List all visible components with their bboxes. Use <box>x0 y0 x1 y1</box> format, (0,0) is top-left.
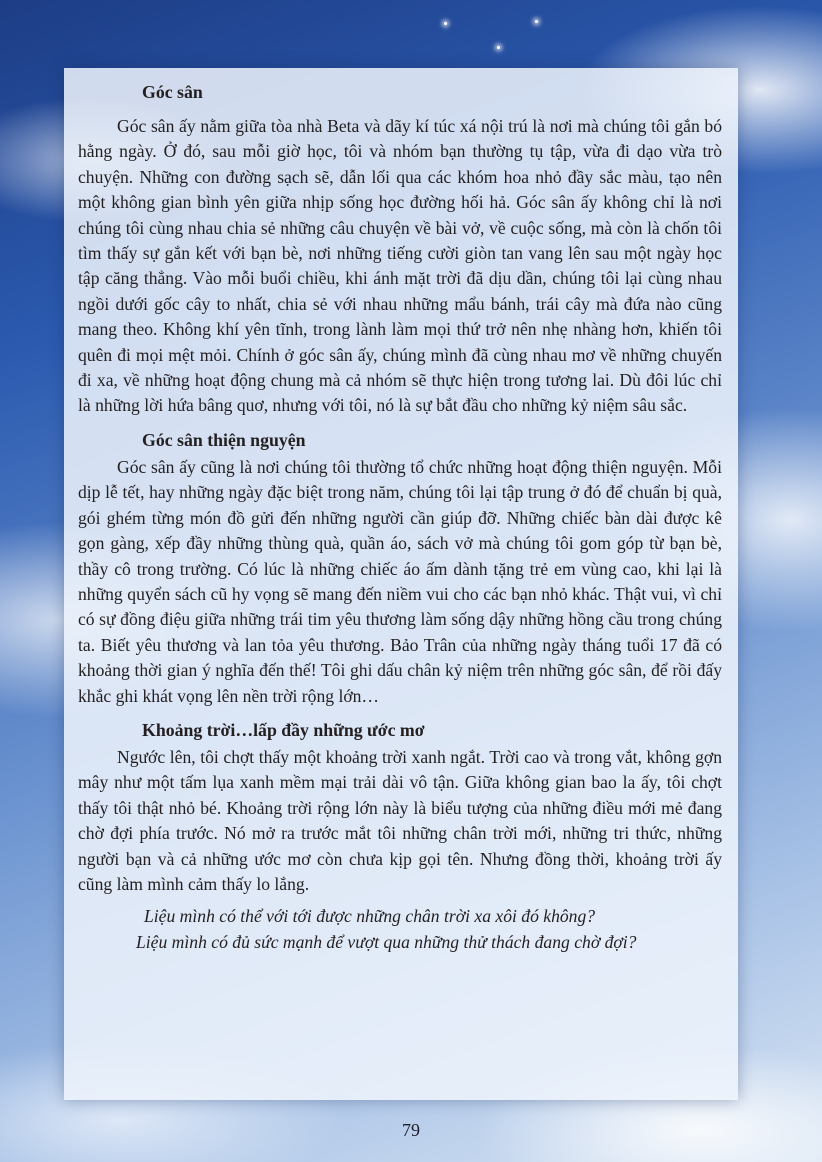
paragraph: Góc sân ấy cũng là nơi chúng tôi thường tổ chức những hoạt động thiện nguyện. Mỗi dịp lễ tết, hay những ngày đặc biệt trong năm, chúng tôi lại tập trung ở đó để chuẩn bị quà, gói ghém từng món đồ gửi đến những người cần giúp đỡ. Những chiếc bàn dài được kê gọn gàng, xếp đầy những thùng quà, quần áo, sách vở mà chúng tôi gom góp từ bạn bè, thầy cô trong trường. Có lúc là những chiếc áo ấm dành tặng trẻ em vùng cao, khi lại là những quyển sách cũ hy vọng sẽ mang đến niềm vui cho các bạn nhỏ khác. Thật vui, vì chỉ có sự đồng điệu giữa những trái tim yêu thương làm sống dậy những hồng cầu trong chúng ta. Biết yêu thương và lan tỏa yêu thương. Bảo Trân của những ngày tháng tuổi 17 đã có khoảng thời gian ý nghĩa đến thế! Tôi ghi dấu chân kỷ niệm trên những góc sân, để rồi đấy khắc ghi khát vọng lên nền trời rộng lớn… <box>78 456 722 706</box>
section-heading-thien-nguyen: Góc sân thiện nguyện <box>142 429 306 450</box>
quote-line-2: Liệu mình có đủ sức mạnh để vượt qua những thử thách đang chờ đợi? <box>136 932 637 953</box>
paragraph: Góc sân ấy nằm giữa tòa nhà Beta và dãy kí túc xá nội trú là nơi mà chúng tôi gắn bó hằng ngày. Ở đó, sau mỗi giờ học, tôi và nhóm bạn thường tụ tập, vừa đi dạo vừa trò chuyện. Những con đường sạch sẽ, dẫn lối qua các khóm hoa nhỏ đầy sắc màu, tạo nên một không gian bình yên giữa nhịp sống học đường hối hả. Góc sân ấy không chỉ là nơi chúng tôi cùng nhau chia sẻ những câu chuyện về bài vở, về cuộc sống, mà còn là chốn tôi tìm thấy sự gắn kết với bạn bè, nơi những tiếng cười giòn tan vang lên sau một ngày học tập căng thẳng. Vào mỗi buổi chiều, khi ánh mặt trời đã dịu dần, chúng tôi lại cùng nhau ngồi dưới gốc cây to nhất, chia sẻ với nhau những mẩu bánh, trái cây mà đứa nào cũng mang theo. Không khí yên tĩnh, trong lành làm mọi thứ trở nên nhẹ nhàng hơn, khiến tôi quên đi mọi mệt mỏi. Chính ở góc sân ấy, chúng mình đã cùng nhau mơ về những chuyến đi xa, về những hoạt động chung mà cả nhóm sẽ thực hiện trong tương lai. Dù đôi lúc chỉ là những lời hứa bâng quơ, nhưng với tôi, nó là sự bắt đầu cho những kỷ niệm sâu sắc. <box>78 116 722 416</box>
section-heading-goc-san: Góc sân <box>142 82 203 102</box>
page-content <box>78 72 722 955</box>
section-heading-khoang-troi: Khoảng trời…lấp đầy những ước mơ <box>142 719 425 740</box>
paragraph: Ngước lên, tôi chợt thấy một khoảng trời xanh ngắt. Trời cao và trong vắt, không gợn mây như một tấm lụa xanh mềm mại trải dài vô tận. Giữa không gian bao la ấy, tôi chợt thấy tôi thật nhỏ bé. Khoảng trời rộng lớn này là biểu tượng của những điều mới mẻ đang chờ đợi phía trước. Nó mở ra trước mắt tôi những chân trời mới, những tri thức, những người bạn và cả những ước mơ còn chưa kịp gọi tên. Nhưng đồng thời, khoảng trời ấy cũng làm mình cảm thấy lo lắng. <box>78 746 722 894</box>
closing-quote <box>78 903 722 955</box>
page-number: 79 <box>402 1120 420 1140</box>
quote-line-1: Liệu mình có thể với tới được những chân trời xa xôi đó không? <box>144 906 596 927</box>
